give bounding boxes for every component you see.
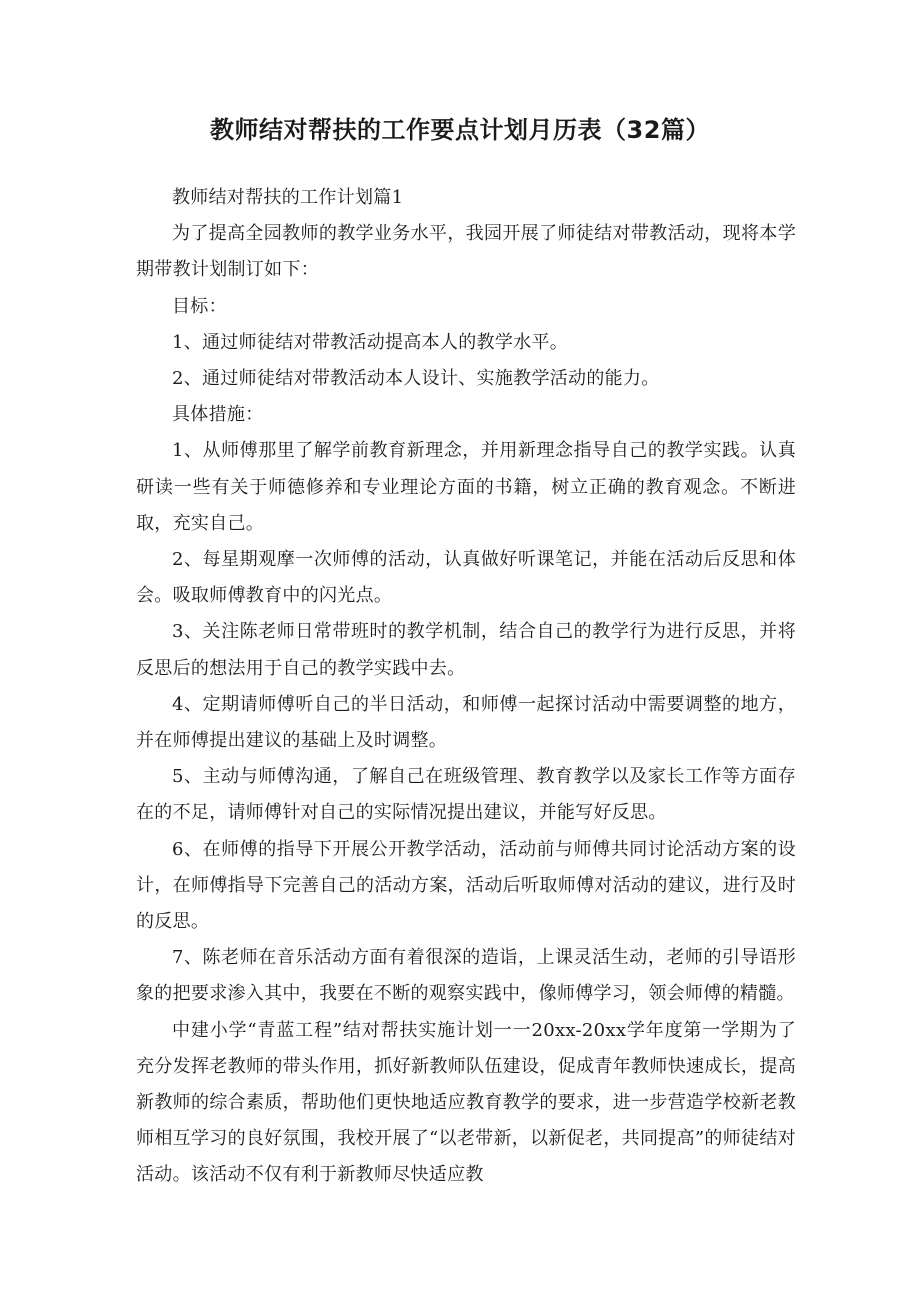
intro-paragraph: 为了提高全园教师的教学业务水平，我园开展了师徒结对带教活动，现将本学期带教计划制订如下： [136, 223, 796, 281]
measure-item-7: 7、陈老师在音乐活动方面有着很深的造诣，上课灵活生动，老师的引导语形象的把要求渗入其中，我要在不断的观察实践中，像师傅学习，领会师傅的精髓。 [136, 947, 796, 1005]
document-body [136, 180, 796, 1194]
measures-heading: 具体措施： [172, 404, 264, 426]
measure-item-4: 4、定期请师傅听自己的半日活动，和师傅一起探讨活动中需要调整的地方，并在师傅提出建议的基础上及时调整。 [136, 693, 796, 752]
document-title: 教师结对帮扶的工作要点计划月历表（32篇） [210, 116, 710, 144]
measure-item-5: 5、主动与师傅沟通，了解自己在班级管理、教育教学以及家长工作等方面存在的不足，请师傅针对自己的实际情况提出建议，并能写好反思。 [136, 766, 796, 824]
plan-paragraph: 中建小学“青蓝工程”结对帮扶实施计划一一20xx-20xx学年度第一学期为了充分发挥老教师的带头作用，抓好新教师队伍建设，促成青年教师快速成长，提高新教师的综合素质，帮助他们更快地适应教育教学的要求，进一步营造学校新老教师相互学习的良好氛围，我校开展了“以老带新，以新促老，共同提高”的师徒结对活动。该活动不仅有利于新教师尽快适应教 [136, 1019, 796, 1186]
measure-item-1: 1、从师傅那里了解学前教育新理念，并用新理念指导自己的教学实践。认真研读一些有关于师德修养和专业理论方面的书籍，树立正确的教育观念。不断进取，充实自己。 [136, 440, 796, 534]
goal-item-1: 1、通过师徒结对带教活动提高本人的教学水平。 [172, 331, 569, 353]
measure-item-6: 6、在师傅的指导下开展公开教学活动，活动前与师傅共同讨论活动方案的设计，在师傅指导下完善自己的活动方案，活动后听取师傅对活动的建议，进行及时的反思。 [136, 838, 796, 933]
section-heading: 教师结对帮扶的工作计划篇1 [172, 187, 404, 208]
measure-item-3: 3、关注陈老师日常带班时的教学机制，结合自己的教学行为进行反思，并将反思后的想法用于自己的教学实践中去。 [136, 621, 796, 679]
measure-item-2: 2、每星期观摩一次师傅的活动，认真做好听课笔记，并能在活动后反思和体会。吸取师傅教育中的闪光点。 [136, 549, 796, 607]
goals-heading: 目标： [172, 295, 227, 317]
goal-item-2: 2、通过师徒结对带教活动本人设计、实施教学活动的能力。 [172, 368, 660, 390]
